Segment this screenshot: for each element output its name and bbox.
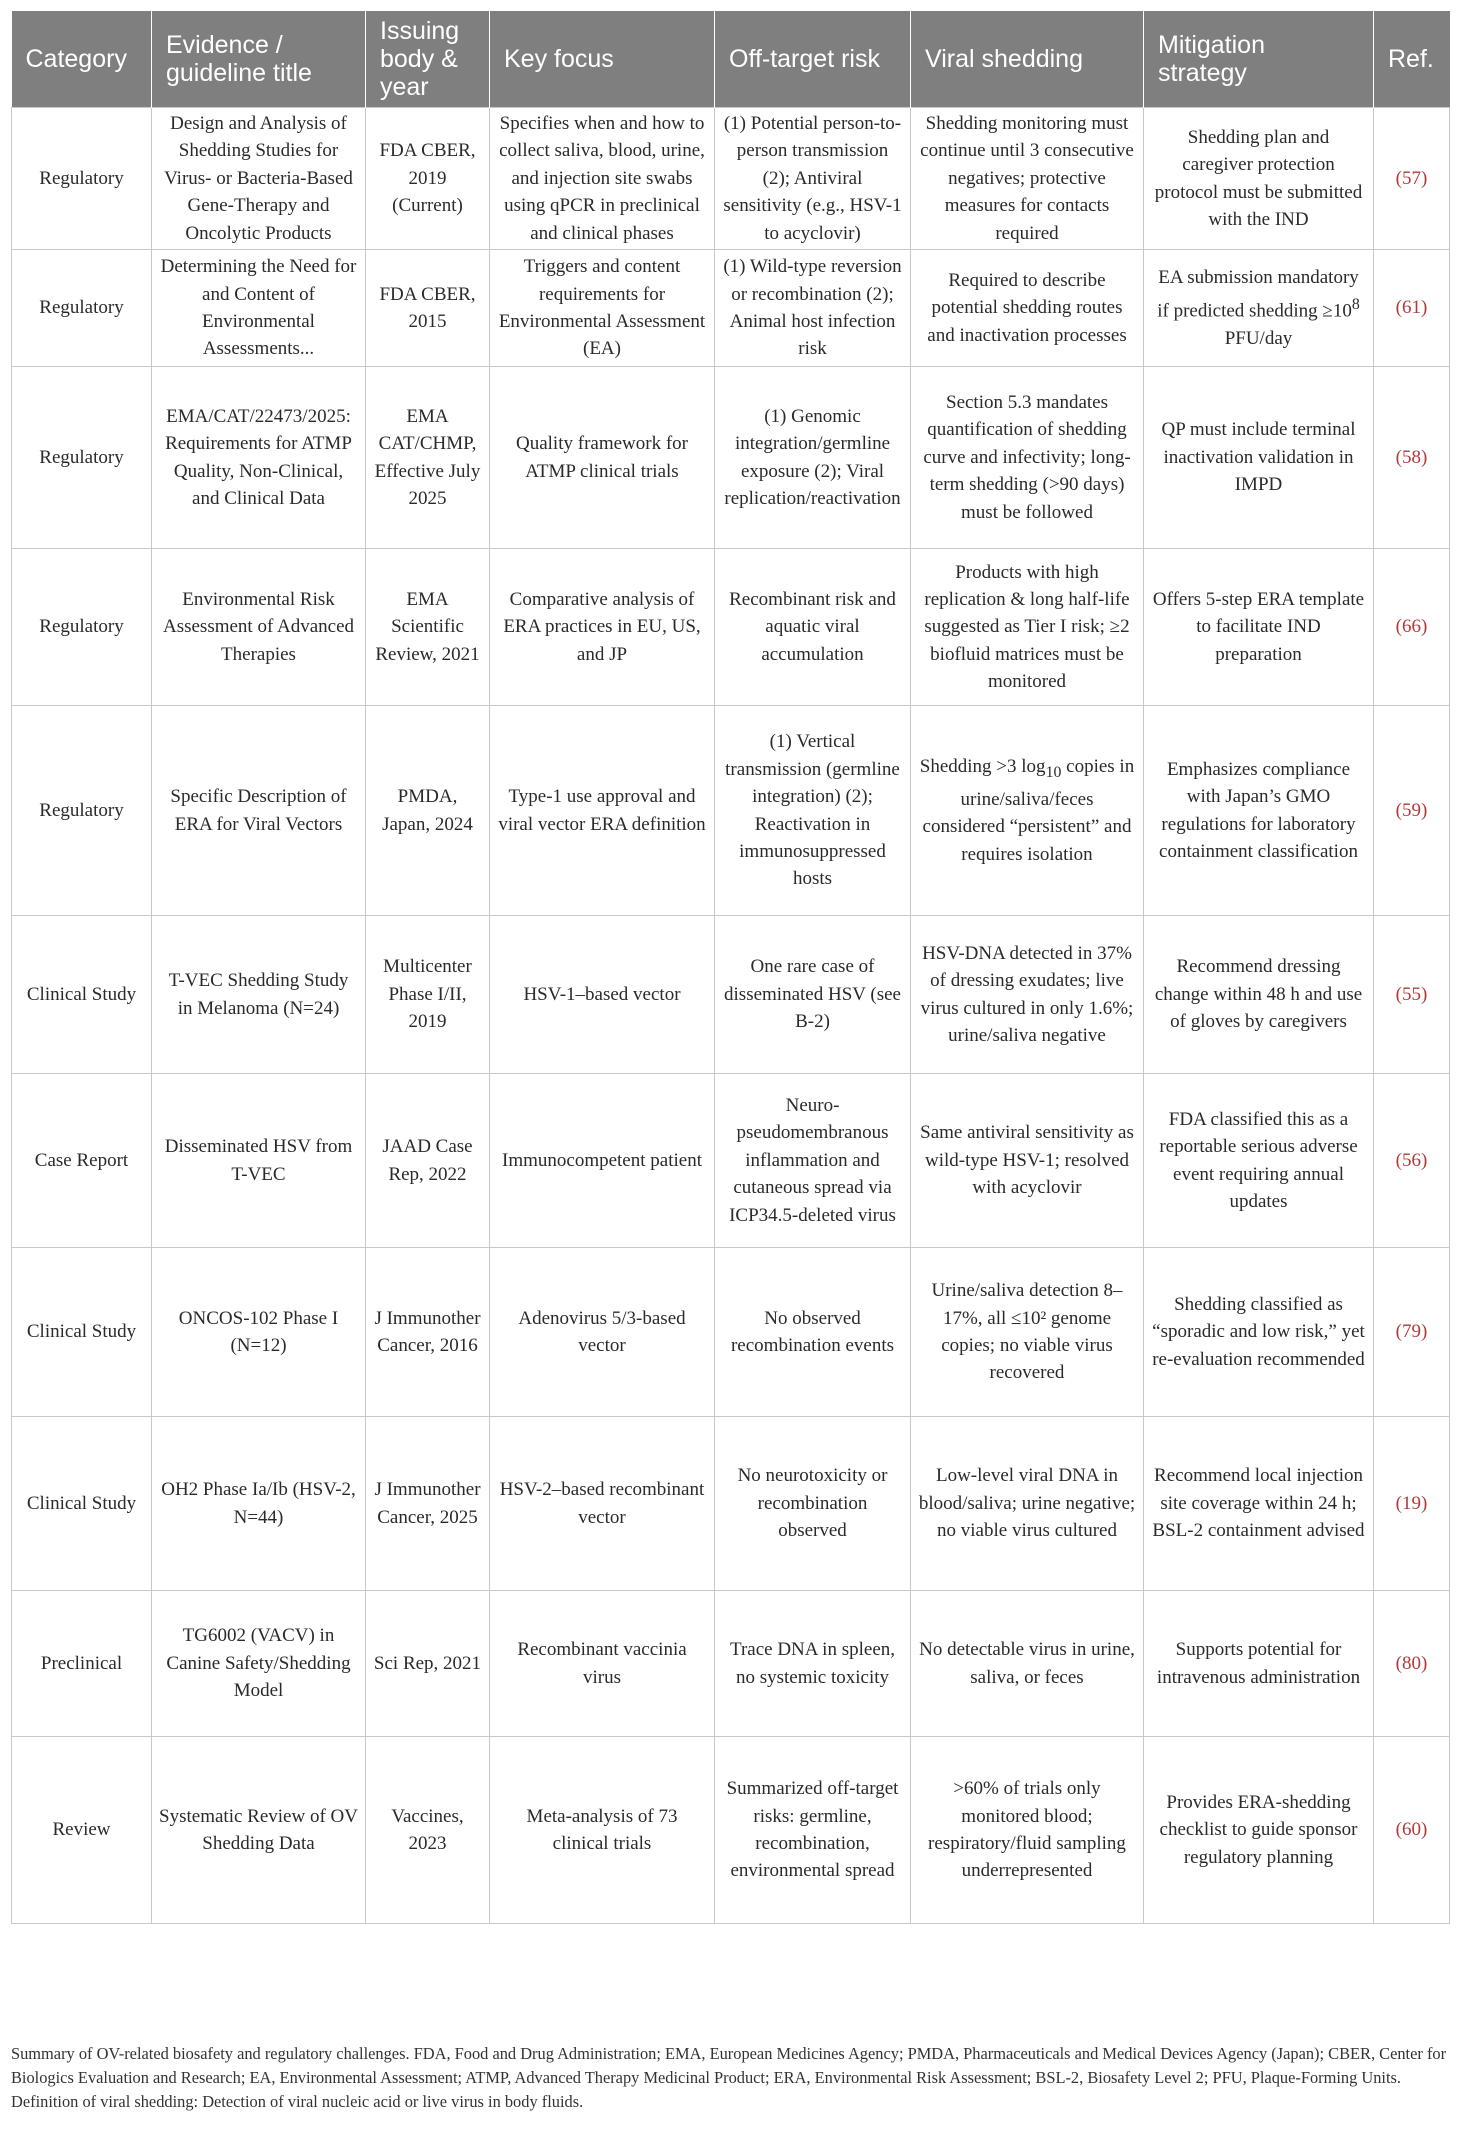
cell-issuing-body: J Immunother Cancer, 2016 [366,1248,490,1417]
cell-mitigation: QP must include terminal inactivation validation in IMPD [1144,367,1374,549]
cell-off-target-risk: (1) Genomic integration/germline exposure (2); Viral replication/reactivation [715,367,911,549]
cell-viral-shedding: No detectable virus in urine, saliva, or feces [911,1591,1144,1737]
cell-category: Regulatory [12,367,152,549]
cell-viral-shedding: Same antiviral sensitivity as wild-type HSV-1; resolved with acyclovir [911,1074,1144,1248]
header-issuing-body: Issuing body & year [366,11,490,108]
cell-key-focus: Comparative analysis of ERA practices in EU, US, and JP [490,549,715,706]
cell-issuing-body: FDA CBER, 2015 [366,250,490,367]
header-category: Category [12,11,152,108]
cell-category: Review [12,1737,152,1924]
cell-off-target-risk: One rare case of disseminated HSV (see B-2) [715,916,911,1074]
cell-title: Environmental Risk Assessment of Advanced Therapies [152,549,366,706]
cell-off-target-risk: (1) Wild-type reversion or recombination (2); Animal host infection risk [715,250,911,367]
cell-mitigation: Recommend dressing change within 48 h and use of gloves by caregivers [1144,916,1374,1074]
cell-key-focus: HSV-2–based recombinant vector [490,1417,715,1591]
ref-link[interactable]: (60) [1395,1819,1428,1841]
cell-ref[interactable] [1374,1248,1450,1417]
mitigation-text: EA submission mandatory if predicted shedding ≥10 [1157,266,1359,322]
cell-key-focus: Recombinant vaccinia virus [490,1591,715,1737]
header-off-target-risk: Off-target risk [715,11,911,108]
cell-key-focus: Meta-analysis of 73 clinical trials [490,1737,715,1924]
cell-mitigation: Recommend local injection site coverage within 24 h; BSL-2 containment advised [1144,1417,1374,1591]
table-row [12,1417,1450,1591]
cell-viral-shedding: Required to describe potential shedding routes and inactivation processes [911,250,1144,367]
cell-category: Clinical Study [12,1417,152,1591]
cell-viral-shedding: Urine/saliva detection 8–17%, all ≤10² genome copies; no viable virus recovered [911,1248,1144,1417]
cell-issuing-body: FDA CBER, 2019 (Current) [366,108,490,250]
table-row [12,1591,1450,1737]
ref-link[interactable]: (61) [1395,297,1428,319]
cell-off-target-risk: Neuro-pseudomembranous inflammation and cutaneous spread via ICP34.5-deleted virus [715,1074,911,1248]
cell-title: ONCOS-102 Phase I (N=12) [152,1248,366,1417]
table-row [12,1074,1450,1248]
cell-viral-shedding: HSV-DNA detected in 37% of dressing exudates; live virus cultured in only 1.6%; urine/saliva negative [911,916,1144,1074]
cell-title: TG6002 (VACV) in Canine Safety/Shedding Model [152,1591,366,1737]
cell-off-target-risk: No observed recombination events [715,1248,911,1417]
cell-ref[interactable] [1374,367,1450,549]
cell-viral-shedding [911,706,1144,916]
cell-mitigation: FDA classified this as a reportable serious adverse event requiring annual updates [1144,1074,1374,1248]
cell-title: Specific Description of ERA for Viral Vectors [152,706,366,916]
cell-issuing-body: Multicenter Phase I/II, 2019 [366,916,490,1074]
cell-title: Design and Analysis of Shedding Studies for Virus- or Bacteria-Based Gene-Therapy and Oncolytic Products [152,108,366,250]
header-viral-shedding: Viral shedding [911,11,1144,108]
cell-category: Preclinical [12,1591,152,1737]
table-footnotes [11,2042,1447,2114]
cell-key-focus: Immunocompetent patient [490,1074,715,1248]
cell-ref[interactable] [1374,250,1450,367]
cell-mitigation [1144,250,1374,367]
cell-title: Disseminated HSV from T-VEC [152,1074,366,1248]
cell-off-target-risk: (1) Vertical transmission (germline integration) (2); Reactivation in immunosuppressed hosts [715,706,911,916]
cell-off-target-risk: Summarized off-target risks: germline, recombination, environmental spread [715,1737,911,1924]
shedding-log-base: 10 [1045,763,1062,781]
table-row [12,916,1450,1074]
cell-mitigation: Shedding plan and caregiver protection protocol must be submitted with the IND [1144,108,1374,250]
cell-ref[interactable] [1374,916,1450,1074]
cell-key-focus: Specifies when and how to collect saliva, blood, urine, and injection site swabs using qPCR in preclinical and clinical phases [490,108,715,250]
cell-issuing-body: Sci Rep, 2021 [366,1591,490,1737]
header-row [12,11,1450,108]
cell-ref[interactable] [1374,108,1450,250]
cell-key-focus: Triggers and content requirements for Environmental Assessment (EA) [490,250,715,367]
table-row [12,108,1450,250]
header-mitigation: Mitigation strategy [1144,11,1374,108]
cell-key-focus: HSV-1–based vector [490,916,715,1074]
cell-category: Regulatory [12,706,152,916]
cell-key-focus: Adenovirus 5/3-based vector [490,1248,715,1417]
table-row [12,250,1450,367]
cell-category: Regulatory [12,250,152,367]
ref-link[interactable]: (80) [1395,1652,1428,1674]
header-title: Evidence / guideline title [152,11,366,108]
cell-category: Regulatory [12,549,152,706]
cell-ref[interactable] [1374,1591,1450,1737]
cell-off-target-risk: (1) Potential person-to-person transmission (2); Antiviral sensitivity (e.g., HSV-1 to acyclovir) [715,108,911,250]
ref-link[interactable]: (58) [1395,446,1428,468]
table-row [12,1737,1450,1924]
ref-link[interactable]: (59) [1395,799,1428,821]
table-row [12,706,1450,916]
biosafety-table [11,11,1450,1924]
mitigation-unit: PFU/day [1224,327,1293,349]
cell-title: Systematic Review of OV Shedding Data [152,1737,366,1924]
table-row [12,1248,1450,1417]
cell-mitigation: Shedding classified as “sporadic and low risk,” yet re-evaluation recommended [1144,1248,1374,1417]
cell-category: Clinical Study [12,1248,152,1417]
cell-title: OH2 Phase Ia/Ib (HSV-2, N=44) [152,1417,366,1591]
ref-link[interactable]: (19) [1395,1492,1428,1514]
header-key-focus: Key focus [490,11,715,108]
cell-viral-shedding: Section 5.3 mandates quantification of shedding curve and infectivity; long-term shedding (>90 days) must be followed [911,367,1144,549]
cell-issuing-body: Vaccines, 2023 [366,1737,490,1924]
footnote-abbreviations: Summary of OV-related biosafety and regulatory challenges. FDA, Food and Drug Administration; EMA, European Medicines Agency; PMDA, Pharmaceuticals and Medical Devices Agency (Japan); CBER, Center for Biologics Evaluation and Research; EA, Environmental Assessment; ATMP, Advanced Therapy Medicinal Product; ERA, Environmental Risk Assessment; BSL-2, Biosafety Level 2; PFU, Plaque-Forming Units. [11,2044,1447,2087]
cell-ref[interactable] [1374,1074,1450,1248]
cell-viral-shedding: Shedding monitoring must continue until 3 consecutive negatives; protective measures for contacts required [911,108,1144,250]
shedding-text: Shedding >3 log [919,755,1046,777]
cell-issuing-body: EMA CAT/CHMP, Effective July 2025 [366,367,490,549]
table-row [12,549,1450,706]
ref-link[interactable]: (55) [1395,983,1428,1005]
cell-off-target-risk: Recombinant risk and aquatic viral accumulation [715,549,911,706]
shedding-text-cont: copies in urine/saliva/feces considered “persistent” and requires isolation [922,755,1135,865]
cell-viral-shedding: Low-level viral DNA in blood/saliva; urine negative; no viable virus cultured [911,1417,1144,1591]
cell-category: Case Report [12,1074,152,1248]
ref-link[interactable]: (56) [1395,1149,1428,1171]
cell-issuing-body: EMA Scientific Review, 2021 [366,549,490,706]
cell-mitigation: Supports potential for intravenous administration [1144,1591,1374,1737]
cell-category: Regulatory [12,108,152,250]
cell-title: EMA/CAT/22473/2025: Requirements for ATMP Quality, Non-Clinical, and Clinical Data [152,367,366,549]
cell-title: T-VEC Shedding Study in Melanoma (N=24) [152,916,366,1074]
footnote-definition: Definition of viral shedding: Detection of viral nucleic acid or live virus in body fluids. [11,2092,584,2111]
cell-issuing-body: JAAD Case Rep, 2022 [366,1074,490,1248]
table-row [12,367,1450,549]
cell-issuing-body: PMDA, Japan, 2024 [366,706,490,916]
cell-category: Clinical Study [12,916,152,1074]
ref-link[interactable]: (66) [1395,616,1428,638]
cell-issuing-body: J Immunother Cancer, 2025 [366,1417,490,1591]
ref-link[interactable]: (57) [1395,167,1428,189]
cell-viral-shedding: Products with high replication & long half-life suggested as Tier I risk; ≥2 biofluid matrices must be monitored [911,549,1144,706]
cell-key-focus: Quality framework for ATMP clinical trials [490,367,715,549]
cell-ref[interactable] [1374,1417,1450,1591]
cell-title: Determining the Need for and Content of Environmental Assessments... [152,250,366,367]
cell-ref[interactable] [1374,549,1450,706]
cell-viral-shedding: >60% of trials only monitored blood; respiratory/fluid sampling underrepresented [911,1737,1144,1924]
header-ref: Ref. [1374,11,1450,108]
cell-key-focus: Type-1 use approval and viral vector ERA definition [490,706,715,916]
mitigation-exponent: 8 [1351,296,1360,314]
cell-mitigation: Offers 5-step ERA template to facilitate IND preparation [1144,549,1374,706]
cell-mitigation: Emphasizes compliance with Japan’s GMO regulations for laboratory containment classification [1144,706,1374,916]
cell-off-target-risk: No neurotoxicity or recombination observed [715,1417,911,1591]
cell-mitigation: Provides ERA-shedding checklist to guide sponsor regulatory planning [1144,1737,1374,1924]
cell-ref[interactable] [1374,1737,1450,1924]
ref-link[interactable]: (79) [1395,1321,1428,1343]
cell-ref[interactable] [1374,706,1450,916]
cell-off-target-risk: Trace DNA in spleen, no systemic toxicity [715,1591,911,1737]
